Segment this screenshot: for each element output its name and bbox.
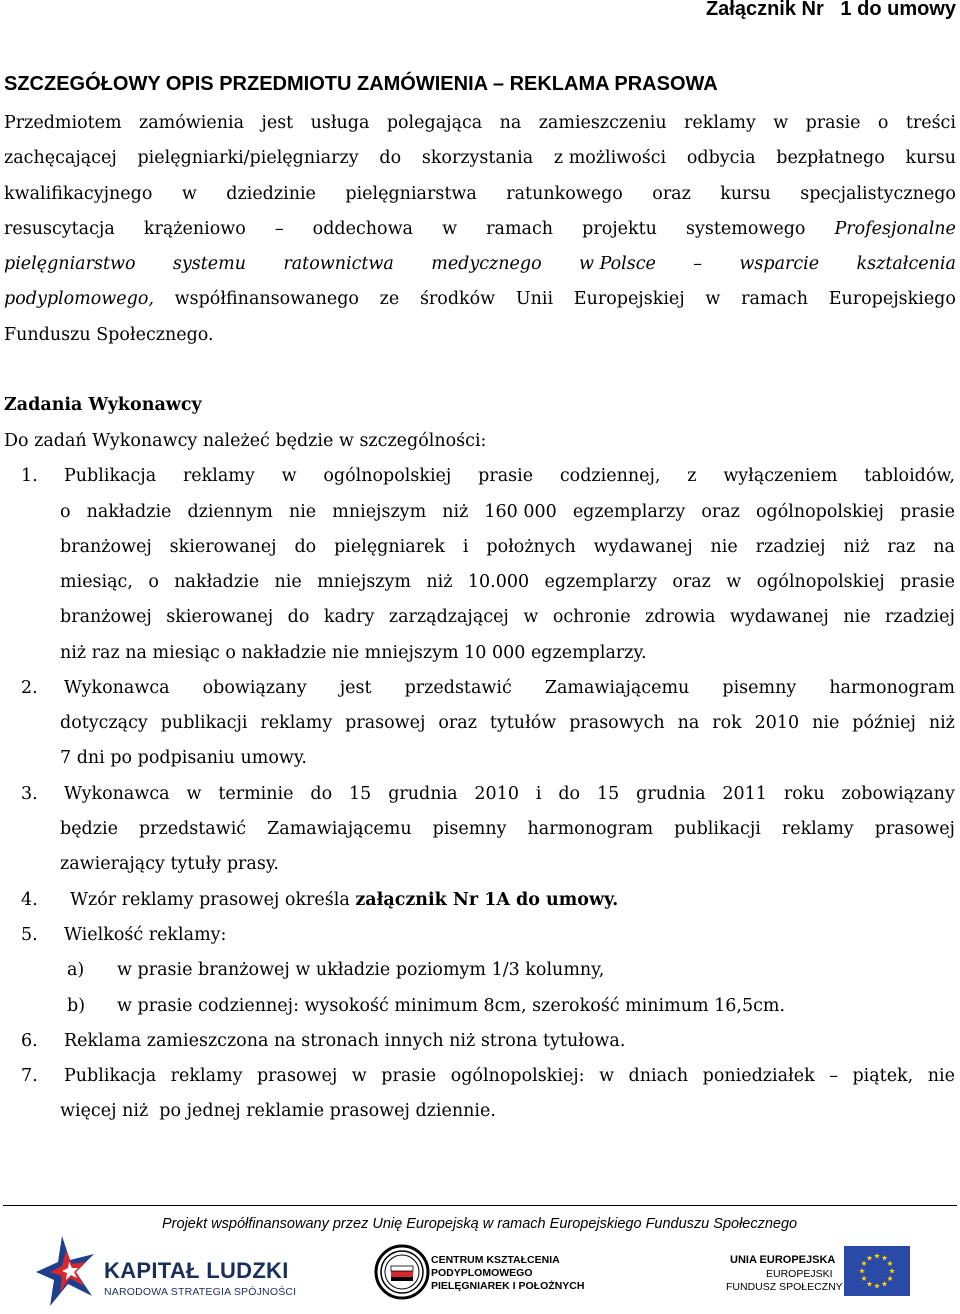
intro-line-7: Funduszu Społecznego.: [4, 325, 214, 345]
word: do: [558, 784, 581, 804]
word: terminie: [218, 784, 294, 804]
word: harmonogram: [829, 678, 955, 698]
eu-line-1: UNIA EUROPEJSKA: [730, 1254, 836, 1266]
word: projektu: [582, 219, 657, 239]
word: pielęgniarki/pielęgniarzy: [137, 148, 359, 168]
word: branżowej: [60, 537, 152, 557]
word: w: [726, 572, 742, 592]
word: Unii: [515, 289, 554, 309]
item-5b-label: b): [67, 996, 86, 1016]
word: nie: [843, 607, 871, 627]
word: o: [877, 113, 889, 133]
word: ogólnopolskiej: [755, 502, 884, 522]
eu-line-2: EUROPEJSKI: [766, 1268, 833, 1280]
word: na: [933, 537, 955, 557]
word: pisemny: [432, 819, 507, 839]
word: o: [148, 572, 159, 592]
word: zamieszczeniu: [538, 113, 667, 133]
eu-flag-icon: [844, 1246, 910, 1296]
item-number-5: 5.: [21, 925, 38, 945]
eu-esf-logo: [726, 1244, 910, 1304]
item-3-line-3: zawierający tytuły prasy.: [60, 854, 279, 874]
item-7-line-1: [64, 1066, 955, 1086]
word: z możliwości: [553, 148, 667, 168]
word: medycznego: [431, 254, 542, 274]
word: zamówienia: [139, 113, 245, 133]
word: tytułów: [489, 713, 557, 733]
word: jest: [339, 678, 372, 698]
word: polegająca: [386, 113, 483, 133]
word: 10.000: [467, 572, 530, 592]
document-title: SZCZEGÓŁOWY OPIS PRZEDMIOTU ZAMÓWIENIA – REKLAMA PRASOWA: [4, 73, 718, 95]
item-7-line-2: więcej niż po jednej reklamie prasowej dziennie.: [60, 1101, 496, 1121]
kapital-ludzki-star-icon: [36, 1232, 108, 1310]
ckppip-line-3: PIELĘGNIAREK I POŁOŻNYCH: [431, 1280, 585, 1292]
kapital-ludzki-logo: [36, 1232, 297, 1310]
word: zdrowia: [645, 607, 716, 627]
word: przedstawić: [404, 678, 512, 698]
annex-label: Załącznik Nr 1 do umowy: [705, 0, 956, 20]
word: –: [829, 1066, 838, 1086]
word: reklamy: [684, 113, 756, 133]
word: niż: [426, 572, 453, 592]
word: pisemny: [722, 678, 797, 698]
word: rzadziej: [755, 537, 826, 557]
item-number-7: 7.: [21, 1066, 38, 1086]
intro-line-5: [4, 254, 956, 274]
item-4-lead: Wzór reklamy prasowej określa: [70, 890, 356, 910]
word: będzie: [60, 819, 118, 839]
word: poniedziałek: [702, 1066, 815, 1086]
word: prasie: [805, 113, 861, 133]
word: –: [274, 219, 284, 239]
kapital-ludzki-title: KAPITAŁ LUDZKI: [104, 1258, 289, 1283]
word: raz: [887, 537, 916, 557]
word: kształcenia: [856, 254, 956, 274]
word: resuscytacja: [4, 219, 115, 239]
word: w: [773, 113, 789, 133]
word: w: [281, 466, 297, 486]
word: wydawanej: [729, 607, 829, 627]
word: odbycia: [686, 148, 756, 168]
word: systemowego: [686, 219, 806, 239]
word: rok: [712, 713, 742, 733]
item-1-line-3: [60, 537, 955, 557]
item-1-line-2: [60, 502, 955, 522]
item-4-text: [70, 890, 618, 910]
word: prasie: [381, 1066, 437, 1086]
word: ramach: [486, 219, 554, 239]
word: środków: [419, 289, 496, 309]
word: grudnia: [636, 784, 706, 804]
word: 2010: [754, 713, 800, 733]
item-6-text: Reklama zamieszczona na stronach innych niż strona tytułowa.: [64, 1031, 626, 1051]
word: dziedzinie: [226, 184, 316, 204]
word: skorzystania: [421, 148, 534, 168]
word: ogólnopolskiej:: [450, 1066, 585, 1086]
ckppip-emblem-icon: [374, 1244, 430, 1300]
footer-funding-note: Projekt współfinansowany przez Unię Europejską w ramach Europejskiego Funduszu Społecznego: [162, 1216, 798, 1232]
item-3-line-1: [64, 784, 955, 804]
word: na: [499, 113, 522, 133]
word: jest: [261, 113, 294, 133]
word: prasowej: [345, 713, 426, 733]
word: miesiąc,: [60, 572, 133, 592]
word: w: [181, 184, 197, 204]
word: –: [693, 254, 703, 274]
item-2-line-1: [64, 678, 955, 698]
word: nie: [812, 713, 840, 733]
word: niż: [843, 537, 870, 557]
word: zarządzającej: [388, 607, 509, 627]
word: krążeniowo: [143, 219, 246, 239]
word: Zamawiającemu: [267, 819, 412, 839]
word: Publikacja: [64, 466, 157, 486]
word: codziennej,: [559, 466, 661, 486]
item-1-line-5: [60, 607, 955, 627]
word: z: [687, 466, 697, 486]
word: zachęcającej: [4, 148, 117, 168]
word: do: [294, 537, 317, 557]
word: usługa: [310, 113, 370, 133]
word: przedstawić: [138, 819, 247, 839]
word: skierowanej: [166, 607, 274, 627]
word: publikacji: [160, 713, 248, 733]
word: 2011: [722, 784, 767, 804]
word: 15: [597, 784, 620, 804]
word: reklamy: [260, 713, 333, 733]
word: oddechowa: [312, 219, 413, 239]
word: oraz: [652, 184, 691, 204]
tasks-heading: Zadania Wykonawcy: [4, 395, 202, 415]
word: nie: [927, 1066, 955, 1086]
word: później: [852, 713, 916, 733]
item-5a-label: a): [67, 960, 85, 980]
word: ratownictwa: [283, 254, 394, 274]
word: dotyczący: [60, 713, 148, 733]
ckppip-line-1: CENTRUM KSZTAŁCENIA: [431, 1254, 560, 1266]
word: wyłączeniem: [723, 466, 838, 486]
word: mniejszym: [317, 572, 412, 592]
word: Zamawiającemu: [544, 678, 690, 698]
word: reklamy: [170, 1066, 243, 1086]
intro-line-3: [4, 184, 956, 204]
word: nakładzie: [86, 502, 172, 522]
word: dniach: [628, 1066, 689, 1086]
word: w: [186, 784, 202, 804]
word: Europejskiej: [573, 289, 685, 309]
word: tabloidów,: [864, 466, 955, 486]
item-1-line-6: niż raz na miesiąc o nakładzie nie mniejszym 10 000 egzemplarzy.: [60, 643, 647, 663]
word: ogólnopolskiej: [756, 572, 885, 592]
item-2-line-2: [60, 713, 955, 733]
word: prasowej: [256, 1066, 338, 1086]
word: Europejskiego: [828, 289, 956, 309]
word: Profesjonalne: [834, 219, 956, 239]
word: publikacji: [674, 819, 761, 839]
word: prasowej: [874, 819, 955, 839]
word: w: [523, 607, 539, 627]
item-1-line-1: [64, 466, 955, 486]
word: obowiązany: [202, 678, 307, 698]
item-number-6: 6.: [21, 1031, 38, 1051]
item-5b-text: w prasie codziennej: wysokość minimum 8cm, szerokość minimum 16,5cm.: [117, 996, 786, 1016]
word: bezpłatnego: [776, 148, 885, 168]
item-number-3: 3.: [21, 784, 38, 804]
word: do: [379, 148, 402, 168]
word: wydawanej: [593, 537, 693, 557]
word: rzadziej: [885, 607, 955, 627]
ckppip-logo: [374, 1244, 634, 1304]
word: i: [535, 784, 542, 804]
word: Przedmiotem: [4, 113, 122, 133]
word: w: [442, 219, 458, 239]
word: kadry: [323, 607, 375, 627]
tasks-lead: Do zadań Wykonawcy należeć będzie w szczególności:: [4, 431, 487, 451]
word: w: [705, 289, 721, 309]
word: kwalifikacyjnego: [4, 184, 153, 204]
word: niż: [928, 713, 955, 733]
item-5-text: Wielkość reklamy:: [64, 925, 227, 945]
word: oraz: [438, 713, 477, 733]
item-3-line-2: [60, 819, 955, 839]
word: o: [60, 502, 71, 522]
word: nie: [274, 572, 302, 592]
word: mniejszym: [332, 502, 427, 522]
word: prasie: [478, 466, 534, 486]
word: prasie: [900, 502, 955, 522]
word: ramach: [741, 289, 808, 309]
eu-line-3: FUNDUSZ SPOŁECZNY: [726, 1281, 843, 1293]
item-number-4: 4.: [21, 890, 38, 910]
word: prasowych: [569, 713, 665, 733]
word: położnych: [486, 537, 576, 557]
item-number-2: 2.: [21, 678, 38, 698]
item-5a-text: w prasie branżowej w układzie poziomym 1/3 kolumny,: [117, 960, 605, 980]
word: 2010: [474, 784, 519, 804]
word: na: [677, 713, 700, 733]
word: oraz: [701, 502, 740, 522]
word: wsparcie: [739, 254, 820, 274]
word: nakładzie: [174, 572, 260, 592]
footer-divider: [3, 1205, 957, 1206]
word: podyplomowego,: [4, 289, 154, 309]
intro-line-1: [4, 113, 956, 133]
word: dziennym: [187, 502, 273, 522]
word: niż: [442, 502, 469, 522]
word: w Polsce: [579, 254, 656, 274]
intro-line-4: [4, 219, 956, 239]
annex-1a-reference: załącznik Nr 1A do umowy.: [355, 890, 619, 910]
word: harmonogram: [527, 819, 654, 839]
item-number-1: 1.: [21, 466, 38, 486]
word: pielęgniarstwa: [345, 184, 477, 204]
word: piątek,: [852, 1066, 914, 1086]
word: treści: [905, 113, 956, 133]
word: w: [599, 1066, 615, 1086]
word: 15: [349, 784, 372, 804]
word: roku: [783, 784, 825, 804]
word: kursu: [905, 148, 956, 168]
word: grudnia: [388, 784, 458, 804]
word: egzemplarzy: [572, 502, 686, 522]
word: Wykonawca: [64, 784, 170, 804]
word: zobowiązany: [841, 784, 955, 804]
word: ochronie: [552, 607, 631, 627]
kapital-ludzki-subtitle: NARODOWA STRATEGIA SPÓJNOŚCI: [104, 1286, 297, 1298]
word: reklamy: [781, 819, 854, 839]
word: ze: [379, 289, 400, 309]
word: w: [351, 1066, 367, 1086]
word: do: [310, 784, 333, 804]
word: Publikacja: [64, 1066, 157, 1086]
word: 160 000: [484, 502, 557, 522]
ckppip-line-2: PODYPLOMOWEGO: [431, 1267, 533, 1279]
word: pielęgniarek: [334, 537, 446, 557]
word: prasie: [900, 572, 955, 592]
word: nie: [710, 537, 738, 557]
word: do: [287, 607, 310, 627]
word: egzemplarzy: [544, 572, 657, 592]
item-1-line-4: [60, 572, 955, 592]
intro-line-6: [4, 289, 956, 309]
word: współfinansowanego: [174, 289, 359, 309]
word: systemu: [172, 254, 246, 274]
word: specjalistycznego: [800, 184, 956, 204]
word: branżowej: [60, 607, 152, 627]
word: ogólnopolskiej: [323, 466, 452, 486]
word: Wykonawca: [64, 678, 170, 698]
word: ratunkowego: [506, 184, 623, 204]
word: kursu: [720, 184, 771, 204]
word: pielęgniarstwo: [4, 254, 136, 274]
word: i: [462, 537, 469, 557]
item-2-line-3: 7 dni po podpisaniu umowy.: [60, 748, 307, 768]
word: reklamy: [182, 466, 255, 486]
word: oraz: [672, 572, 711, 592]
word: nie: [288, 502, 317, 522]
word: skierowanej: [169, 537, 277, 557]
intro-line-2: [4, 148, 956, 168]
